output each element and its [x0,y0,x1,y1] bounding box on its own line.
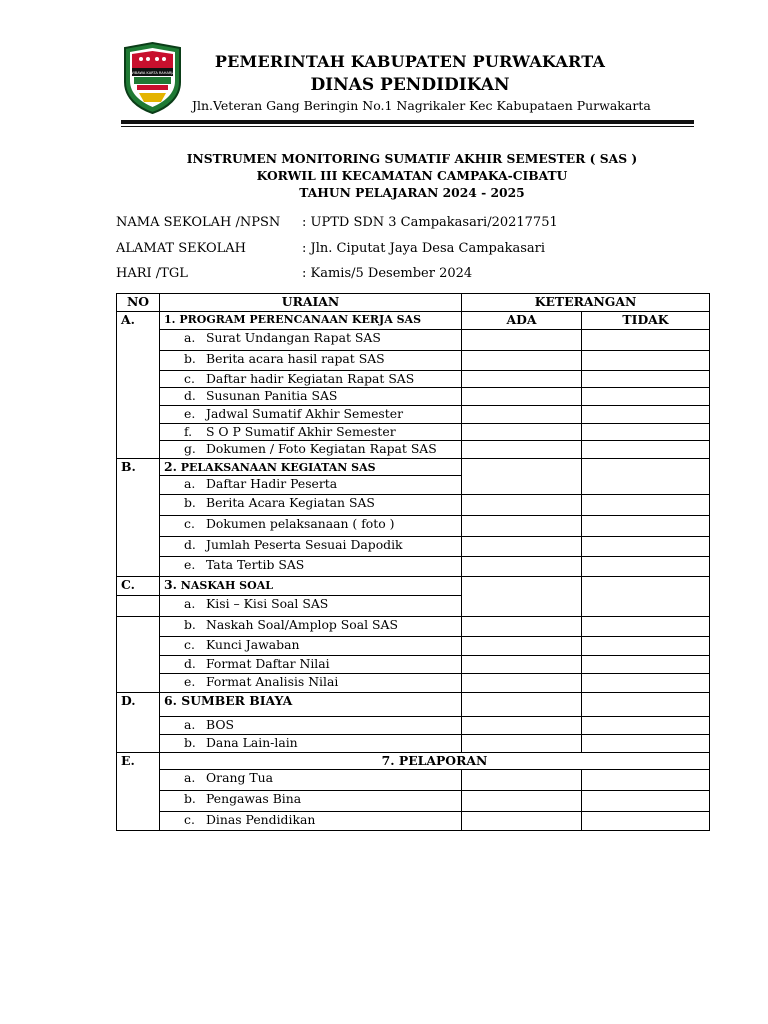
header-ada: ADA [462,312,582,330]
info-value: : UPTD SDN 3 Campakasari/20217751 [302,215,558,230]
no-cell [117,770,160,791]
item-text: Daftar hadir Kegiatan Rapat SAS [206,371,415,386]
no-cell [117,735,160,753]
letterhead-rule-thin [121,126,694,127]
table-row [117,557,710,577]
tidak-cell[interactable] [582,617,710,637]
ada-cell[interactable] [462,693,582,717]
section-number: 2. [164,459,177,474]
header-keterangan: KETERANGAN [462,294,710,312]
info-label: ALAMAT SEKOLAH [116,240,246,256]
ada-cell[interactable] [462,557,582,577]
tidak-cell[interactable] [582,441,710,459]
info-value: : Kamis/5 Desember 2024 [302,266,473,281]
item-text: Pengawas Bina [206,791,302,806]
item-letter: b. [184,735,196,750]
ada-cell[interactable] [462,406,582,424]
item-text: Kunci Jawaban [206,637,300,652]
tidak-cell[interactable] [582,330,710,351]
ada-cell[interactable] [462,812,582,831]
tidak-cell[interactable] [582,812,710,831]
item-cell [160,812,462,831]
section-no: C. [117,577,160,596]
table-row [117,735,710,753]
section-row-c [117,577,710,596]
table-row [117,656,710,674]
item-letter: e. [184,674,196,689]
tidak-cell[interactable] [582,495,710,516]
table-row [117,441,710,459]
section-title: 6. SUMBER BIAYA [160,693,462,717]
item-text: Daftar Hadir Peserta [206,476,338,491]
letterhead-rule-thick [121,120,694,124]
item-letter: f. [184,424,193,439]
item-cell [160,330,462,351]
no-cell [117,717,160,735]
item-cell [160,596,462,617]
ada-cell[interactable] [462,516,582,537]
item-cell [160,424,462,441]
ada-cell[interactable] [462,330,582,351]
section-row-d [117,693,710,717]
no-cell [117,557,160,577]
item-text: Kisi – Kisi Soal SAS [206,596,329,611]
item-cell [160,770,462,791]
item-cell [160,441,462,459]
item-letter: e. [184,406,196,421]
info-value: : Jln. Ciputat Jaya Desa Campakasari [302,240,546,256]
table-row [117,406,710,424]
no-cell [117,424,160,441]
section-label: NASKAH SOAL [180,579,273,592]
item-text: BOS [206,717,234,732]
item-letter: a. [184,770,196,785]
no-cell [117,388,160,406]
ada-cell[interactable] [462,441,582,459]
section-no: D. [117,693,160,717]
ada-cell[interactable] [462,577,582,596]
no-cell [117,617,160,637]
item-text: S O P Sumatif Akhir Semester [206,424,396,439]
no-cell [117,476,160,495]
section-title [160,577,462,596]
item-cell [160,674,462,693]
item-cell [160,476,462,495]
section-label: PELAKSANAAN KEGIATAN SAS [180,461,376,474]
letterhead [0,0,768,135]
no-cell [117,371,160,388]
item-letter: c. [184,812,195,827]
ada-cell[interactable] [462,388,582,406]
tidak-cell[interactable] [582,459,710,476]
header-no: NO [117,294,160,312]
item-text: Jumlah Peserta Sesuai Dapodik [206,537,403,552]
table-row [117,617,710,637]
item-letter: b. [184,495,196,510]
logo-motto: WIBAWA KARTA RAHARJA [130,71,175,75]
no-cell [117,791,160,812]
tidak-cell[interactable] [582,596,710,617]
tidak-cell[interactable] [582,693,710,717]
item-cell [160,406,462,424]
tidak-cell[interactable] [582,406,710,424]
ada-cell[interactable] [462,459,582,476]
item-cell [160,371,462,388]
header-uraian: URAIAN [160,294,462,312]
ada-cell[interactable] [462,537,582,557]
table-row [117,371,710,388]
info-label: HARI /TGL [116,266,188,281]
item-text: Naskah Soal/Amplop Soal SAS [206,617,398,632]
item-text: Susunan Panitia SAS [206,388,338,403]
tidak-cell[interactable] [582,637,710,656]
item-letter: e. [184,557,196,572]
no-cell [117,351,160,371]
section-title: 7. PELAPORAN [160,753,710,770]
tidak-cell[interactable] [582,476,710,495]
tidak-cell[interactable] [582,516,710,537]
item-text: Jadwal Sumatif Akhir Semester [206,406,404,421]
item-cell [160,516,462,537]
purwakarta-emblem-logo [121,42,184,114]
item-text: Format Analisis Nilai [206,674,339,689]
table-row [117,674,710,693]
item-cell [160,735,462,753]
item-letter: b. [184,617,196,632]
item-letter: a. [184,596,196,611]
no-cell [117,637,160,656]
item-cell [160,617,462,637]
no-cell [117,406,160,424]
item-letter: g. [184,441,196,456]
ada-cell[interactable] [462,495,582,516]
table-row [117,717,710,735]
item-letter: b. [184,351,196,366]
no-cell [117,441,160,459]
table-row [117,812,710,831]
item-cell [160,637,462,656]
item-letter: a. [184,717,196,732]
tidak-cell[interactable] [582,371,710,388]
no-cell [117,330,160,351]
section-row-b [117,459,710,476]
section-label: PROGRAM PERENCANAAN KERJA SAS [179,313,422,326]
tidak-cell[interactable] [582,351,710,371]
item-cell [160,495,462,516]
tidak-cell[interactable] [582,791,710,812]
ada-cell[interactable] [462,735,582,753]
header-tidak: TIDAK [582,312,710,330]
item-text: Dinas Pendidikan [206,812,316,827]
agency-address: Jln.Veteran Gang Beringin No.1 Nagrikaler Kec Kabupataen Purwakarta [192,98,651,113]
item-letter: d. [184,388,196,403]
table-row [117,476,710,495]
no-cell [117,516,160,537]
table-row [117,596,710,617]
item-letter: c. [184,371,195,386]
section-row-e [117,753,710,770]
section-number: 1. [164,313,176,326]
ada-cell[interactable] [462,770,582,791]
item-text: Tata Tertib SAS [206,557,305,572]
item-letter: d. [184,656,196,671]
section-number: 3. [164,577,177,592]
no-cell [117,537,160,557]
table-row [117,351,710,371]
table-row [117,770,710,791]
item-text: Berita acara hasil rapat SAS [206,351,385,366]
department-name: DINAS PENDIDIKAN [310,75,510,95]
no-cell [117,812,160,831]
item-letter: c. [184,516,195,531]
table-row [117,791,710,812]
item-cell [160,388,462,406]
section-title [160,312,462,330]
item-letter: d. [184,537,196,552]
no-cell [117,596,160,617]
item-cell [160,791,462,812]
tidak-cell[interactable] [582,577,710,596]
ada-cell[interactable] [462,424,582,441]
ada-cell[interactable] [462,596,582,617]
ada-cell[interactable] [462,351,582,371]
ada-cell[interactable] [462,476,582,495]
table-row [117,424,710,441]
title-line-2: KORWIL III KECAMATAN CAMPAKA-CIBATU [256,168,568,183]
section-no: A. [117,312,160,330]
item-text: Orang Tua [206,770,273,785]
item-cell [160,656,462,674]
ada-cell[interactable] [462,617,582,637]
table-header-row [117,294,710,312]
tidak-cell[interactable] [582,537,710,557]
ada-cell[interactable] [462,717,582,735]
no-cell [117,495,160,516]
tidak-cell[interactable] [582,770,710,791]
tidak-cell[interactable] [582,735,710,753]
no-cell [117,656,160,674]
monitoring-table [116,293,710,831]
tidak-cell[interactable] [582,656,710,674]
item-cell [160,717,462,735]
table-row [117,516,710,537]
item-cell [160,537,462,557]
item-text: Berita Acara Kegiatan SAS [206,495,375,510]
ada-cell[interactable] [462,791,582,812]
title-line-1: INSTRUMEN MONITORING SUMATIF AKHIR SEMESTER ( SAS ) [186,151,638,166]
document-title [116,150,708,201]
section-no: E. [117,753,160,770]
tidak-cell[interactable] [582,717,710,735]
tidak-cell[interactable] [582,424,710,441]
item-letter: a. [184,476,196,491]
tidak-cell[interactable] [582,557,710,577]
item-text: Dokumen / Foto Kegiatan Rapat SAS [206,441,437,456]
ada-cell[interactable] [462,637,582,656]
table-row [117,537,710,557]
item-text: Surat Undangan Rapat SAS [206,330,381,345]
agency-name: PEMERINTAH KABUPATEN PURWAKARTA [214,52,606,71]
ada-cell[interactable] [462,674,582,693]
item-text: Dana Lain-lain [206,735,298,750]
section-no: B. [117,459,160,476]
section-title [160,459,462,476]
table-row [117,637,710,656]
no-cell [117,674,160,693]
info-label: NAMA SEKOLAH /NPSN [116,215,281,230]
section-row-a [117,312,710,330]
table-row [117,330,710,351]
item-letter: a. [184,330,196,345]
ada-cell[interactable] [462,371,582,388]
item-letter: c. [184,637,195,652]
item-text: Dokumen pelaksanaan ( foto ) [206,516,395,531]
item-letter: b. [184,791,196,806]
tidak-cell[interactable] [582,388,710,406]
table-row [117,495,710,516]
title-line-3: TAHUN PELAJARAN 2024 - 2025 [299,185,525,200]
item-text: Format Daftar Nilai [206,656,330,671]
tidak-cell[interactable] [582,674,710,693]
item-cell [160,557,462,577]
item-cell [160,351,462,371]
ada-cell[interactable] [462,656,582,674]
table-row [117,388,710,406]
